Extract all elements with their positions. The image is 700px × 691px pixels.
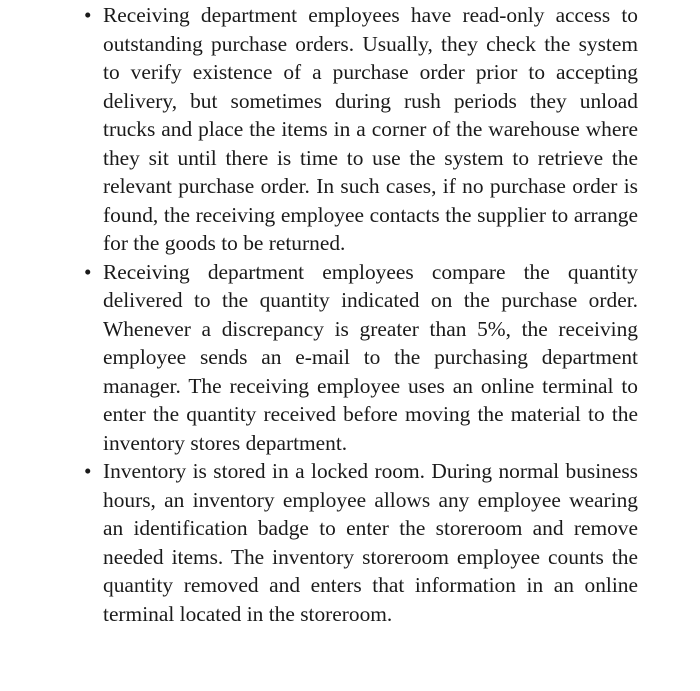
bullet-icon: • — [84, 259, 92, 284]
bullet-item-receiving-access — [84, 1, 638, 258]
bullet-item-inventory-storage — [84, 457, 638, 628]
bullet-item-quantity-comparison — [84, 258, 638, 458]
bullet-text: Receiving department employees compare the quantity delivered to the quantity indicated on the purchase order. Whenever a discrepancy is greater than 5%, the receiving employee sends an e-mail to the purchasing department manager. The receiving employee uses an online terminal to enter the quantity received before moving the material to the inventory stores department. — [103, 259, 638, 455]
bullet-text: Inventory is stored in a locked room. During normal business hours, an inventory employee allows any employee wearing an identification badge to enter the storeroom and remove needed items. The inventory storeroom employee counts the quantity removed and enters that information in an online terminal located in the storeroom. — [103, 459, 638, 626]
bullet-icon: • — [84, 459, 92, 483]
bullet-icon: • — [84, 3, 92, 27]
bullet-text: Receiving department employees have read-only access to outstanding purchase orders. Usually, they check the system to verify existence of a purchase order prior to accepting delivery, but sometimes during rush periods they unload trucks and place the items in a corner of the warehouse where they sit until there is time to use the system to retrieve the relevant purchase order. In such cases, if no purchase order is found, the receiving employee contacts the supplier to arrange for the goods to be returned. — [103, 3, 638, 255]
bullet-list — [84, 1, 638, 628]
